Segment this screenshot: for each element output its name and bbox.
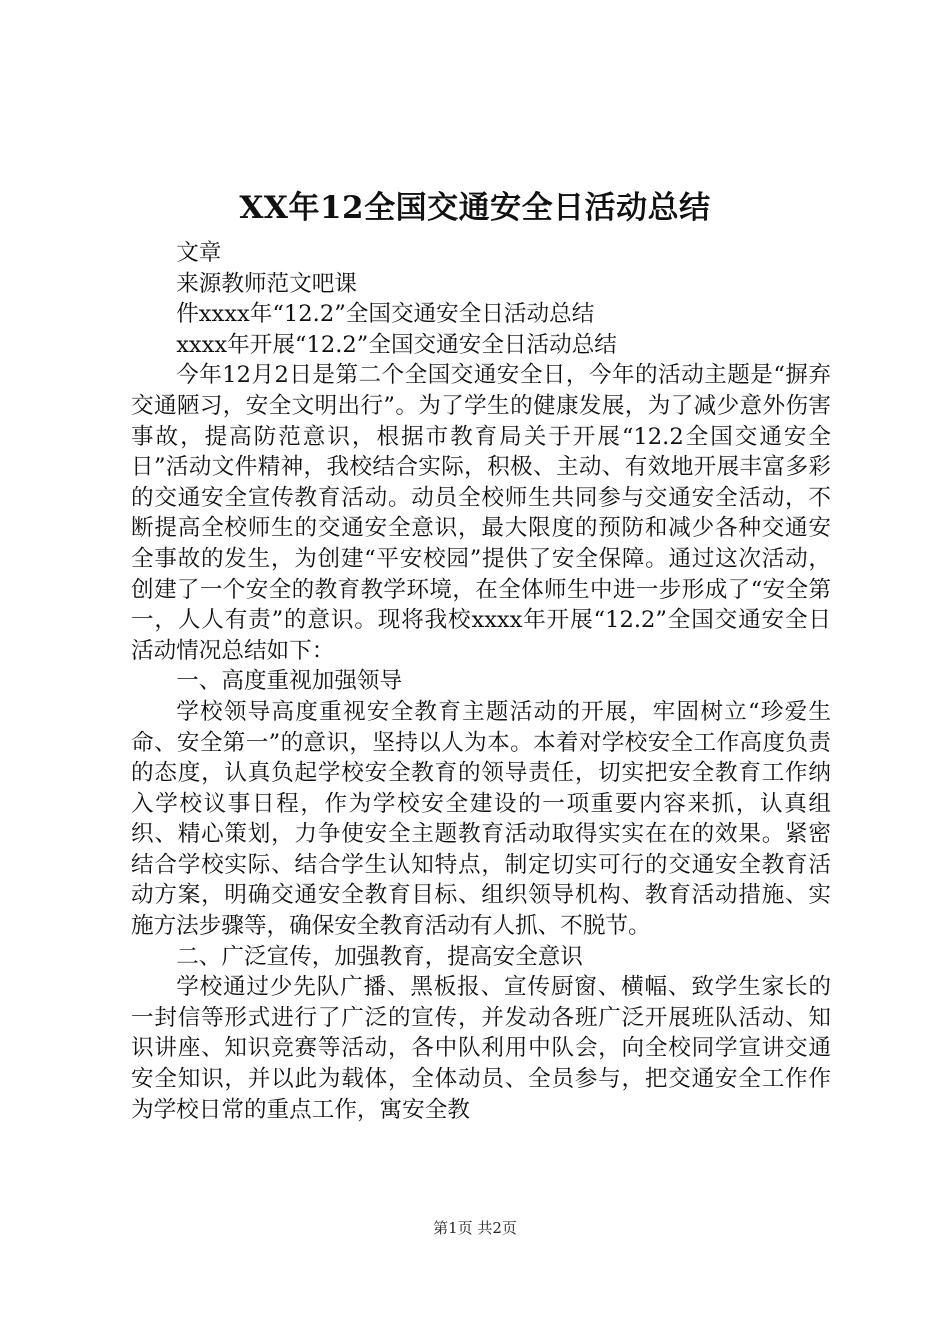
paragraph-article: 文章 [176, 240, 222, 266]
paragraph-subtitle-2: xxxx年开展“12.2”全国交通安全日活动总结 [176, 331, 617, 358]
paragraph-intro: 今年12月2日是第二个全国交通安全日，今年的活动主题是“摒弃交通陋习，安全文明出行”。为了学生的健康发展，为了减少意外伤害事故，提高防范意识，根据市教育局关于开展“12.2全国交通安全日”活动文件精神，我校结合实际，积极、主动、有效地开展丰富多彩的交通安全宣传教育活动。动员全校师生共同参与交通安全活动，不断提高全校师生的交通安全意识，最大限度的预防和减少各种交通安全事故的发生，为创建“平安校园”提供了安全保障。通过这次活动，创建了一个安全的教育教学环境，在全体师生中进一步形成了“安全第一，人人有责”的意识。现将我校xxxx年开展“12.2”全国交通安全日活动情况总结如下： [131, 362, 831, 664]
paragraph-section-2: 学校通过少先队广播、黑板报、宣传厨窗、横幅、致学生家长的一封信等形式进行了广泛的宣传，并发动各班广泛开展班队活动、知识讲座、知识竞赛等活动，各中队利用中队会，向全校同学宣讲交通安全知识，并以此为载体，全体动员、全员参与，把交通安全工作作为学校日常的重点工作，寓安全教 [131, 974, 831, 1123]
section-heading-1: 一、高度重视加强领导 [176, 668, 403, 695]
paragraph-section-1: 学校领导高度重视安全教育主题活动的开展，牢固树立“珍爱生命、安全第一”的意识，坚持以人为本。本着对学校安全工作高度负责的态度，认真负起学校安全教育的领导责任，切实把安全教育工作纳入学校议事日程，作为学校安全建设的一项重要内容来抓，认真组织、精心策划，力争使安全主题教育活动取得实实在在的效果。紧密结合学校实际、结合学生认知特点，制定切实可行的交通安全教育活动方案，明确交通安全教育目标、组织领导机构、教育活动措施、实施方法步骤等，确保安全教育活动有人抓、不脱节。 [131, 698, 831, 940]
section-heading-2: 二、广泛宣传，加强教育，提高安全意识 [176, 943, 583, 970]
paragraph-source: 来源教师范文吧课 [176, 270, 357, 297]
page-footer: 第1页 共2页 [433, 1219, 517, 1237]
document-body [131, 238, 831, 1125]
paragraph-subtitle-1: 件xxxx年“12.2”全国交通安全日活动总结 [176, 301, 595, 328]
document-title: XX年12全国交通安全日活动总结 [239, 190, 711, 226]
